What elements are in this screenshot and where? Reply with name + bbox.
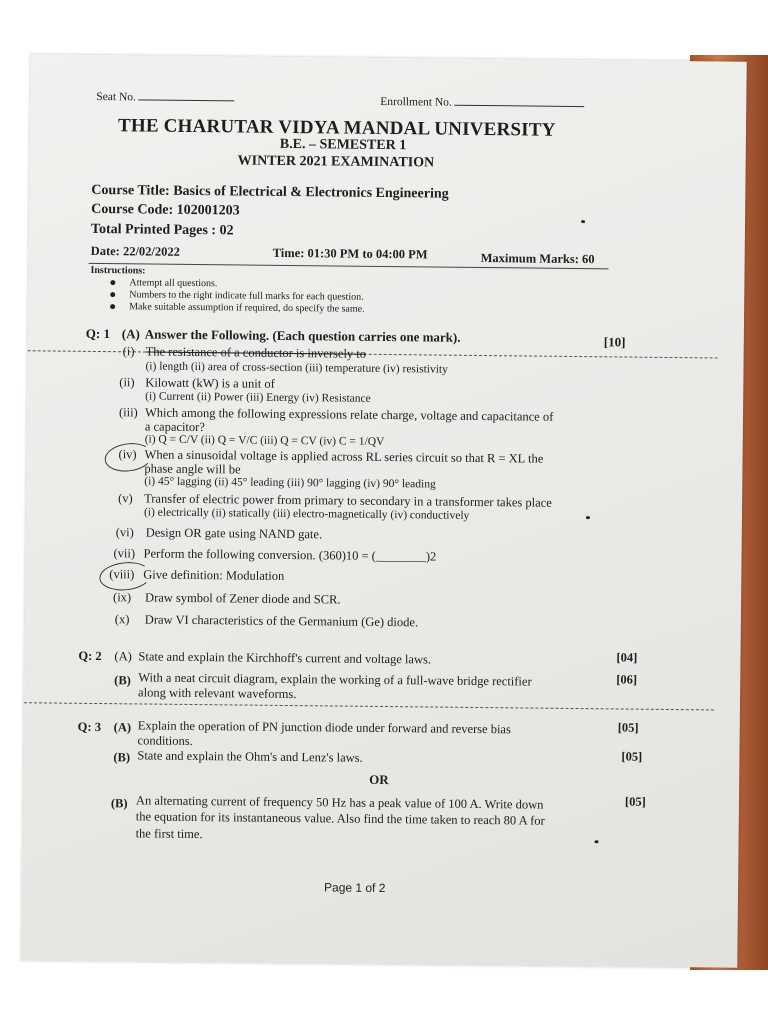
enrollment-no-blank: [454, 104, 584, 107]
or-separator: OR: [369, 771, 389, 788]
q3a-text: Explain the operation of PN junction diode under forward and reverse bias: [137, 718, 511, 737]
university-title: THE CHARUTAR VIDYA MANDAL UNIVERSITY: [117, 115, 556, 141]
q1-item-num: (iv): [118, 447, 137, 462]
exam-line: WINTER 2021 EXAMINATION: [237, 153, 435, 171]
q1-item-text: Perform the following conversion. (360)10 = (________)2: [143, 546, 437, 564]
course-title: Course Title: Basics of Electrical & Electronics Engineering: [91, 182, 449, 202]
q2b-part: (B): [114, 673, 131, 688]
q1-item-options: (i) Q = C/V (ii) Q = V/C (iii) Q = CV (iv) C = 1/QV: [144, 433, 385, 448]
q1-item-num: (i): [122, 344, 135, 359]
q2a-marks: [04]: [616, 650, 638, 665]
ink-dot: [595, 840, 599, 843]
q3b-alt-part: (B): [110, 796, 128, 811]
q1-item-text-cont: phase angle will be: [144, 461, 241, 477]
q1-item-text: Draw symbol of Zener diode and SCR.: [145, 590, 341, 607]
q1-item-num: (ix): [113, 590, 132, 605]
seat-no-field: [96, 91, 234, 104]
q1-item-num: (x): [114, 612, 130, 627]
q2b-text: With a neat circuit diagram, explain the working of a full-wave bridge rectifier: [138, 670, 532, 689]
q1-item-text: When a sinusoidal voltage is applied across RL series circuit so that R = XL the: [144, 447, 544, 466]
q3a-part: (A): [113, 720, 132, 735]
q1-item-text: Give definition: Modulation: [143, 567, 285, 583]
bullet-icon: [110, 292, 115, 297]
q1-item-num: (iii): [118, 405, 138, 420]
q1-part: (A): [121, 326, 140, 342]
q3b-alt-marks: [05]: [624, 794, 646, 809]
q1-item-options: (i) length (ii) area of cross-section (iii) temperature (iv) resistivity: [145, 360, 448, 376]
ink-dot: [581, 220, 585, 223]
q1-item-text: Kilowatt (kW) is a unit of: [145, 375, 275, 391]
instruction-item: Make suitable assumption if required, do specify the same.: [110, 301, 365, 315]
instruction-item: Attempt all questions.: [110, 277, 217, 289]
q3b-alt-text-cont: the first time.: [135, 826, 203, 842]
q3a-marks: [05]: [617, 720, 639, 735]
maximum-marks: Maximum Marks: 60: [480, 250, 595, 267]
q1-item-text-cont: a capacitor?: [144, 419, 205, 435]
q2b-marks: [06]: [616, 672, 638, 687]
q1-item-text: The resistance of a conductor is inversely to: [145, 344, 367, 361]
q1-item-options: (i) Current (ii) Power (iii) Energy (iv) Resistance: [145, 390, 371, 405]
q1-item-num: (vi): [115, 525, 134, 540]
q3b-part: (B): [113, 750, 131, 765]
total-pages: Total Printed Pages : 02: [90, 221, 234, 239]
page-fold-line: [24, 702, 714, 710]
q3b-alt-text-cont: the equation for its instantaneous value. Also find the time taken to reach 80 A for: [135, 809, 545, 828]
q1-item-text: Draw VI characteristics of the Germanium (Ge) diode.: [144, 612, 419, 630]
q1-item-num: (v): [118, 491, 133, 506]
q3-number: Q: 3: [77, 719, 102, 735]
bullet-icon: [110, 280, 115, 285]
q1-item-num: (viii): [109, 567, 135, 582]
page-number: Page 1 of 2: [323, 880, 386, 896]
ink-dot: [586, 516, 590, 519]
q2a-part: (A): [114, 649, 132, 664]
q2b-text-cont: along with relevant waveforms.: [138, 685, 297, 702]
q1-item-num: (vii): [113, 546, 136, 561]
seat-no-label: Seat No.: [96, 90, 136, 104]
instruction-item: Numbers to the right indicate full marks for each question.: [110, 289, 363, 303]
q1-item-options: (i) 45° lagging (ii) 45° leading (iii) 90° lagging (iv) 90° leading: [144, 475, 436, 491]
q3b-marks: [05]: [621, 749, 643, 764]
bullet-icon: [110, 304, 115, 309]
q1-marks: [10]: [603, 334, 626, 350]
enrollment-no-label: Enrollment No.: [380, 95, 452, 109]
q1-item-text: Transfer of electric power from primary to secondary in a transformer takes place: [144, 491, 552, 510]
semester-line: B.E. – SEMESTER 1: [279, 136, 407, 154]
q1-item-options: (i) electrically (ii) statically (iii) electro-magnetically (iv) conductively: [143, 506, 470, 522]
q1-heading: Answer the Following. (Each question carries one mark).: [144, 326, 461, 345]
q3b-text: State and explain the Ohm's and Lenz's laws.: [137, 748, 363, 765]
exam-paper-sheet: [21, 54, 746, 967]
exam-time: Time: 01:30 PM to 04:00 PM: [272, 245, 428, 262]
q2a-text: State and explain the Kirchhoff's current and voltage laws.: [138, 649, 432, 667]
course-code: Course Code: 102001203: [91, 201, 240, 219]
instructions-label: Instructions:: [90, 264, 146, 277]
q3a-text-cont: conditions.: [137, 733, 193, 749]
exam-date: Date: 22/02/2022: [90, 243, 181, 259]
q3b-alt-text: An alternating current of frequency 50 Hz has a peak value of 100 A. Write down: [135, 793, 544, 812]
q1-number: Q: 1: [85, 325, 111, 342]
enrollment-no-field: [380, 96, 584, 110]
seat-no-blank: [138, 98, 234, 101]
q1-item-text: Which among the following expressions relate charge, voltage and capacitance of: [144, 405, 554, 424]
q1-item-text: Design OR gate using NAND gate.: [145, 525, 323, 542]
q2-number: Q: 2: [78, 648, 102, 664]
q1-item-num: (ii): [119, 375, 135, 390]
